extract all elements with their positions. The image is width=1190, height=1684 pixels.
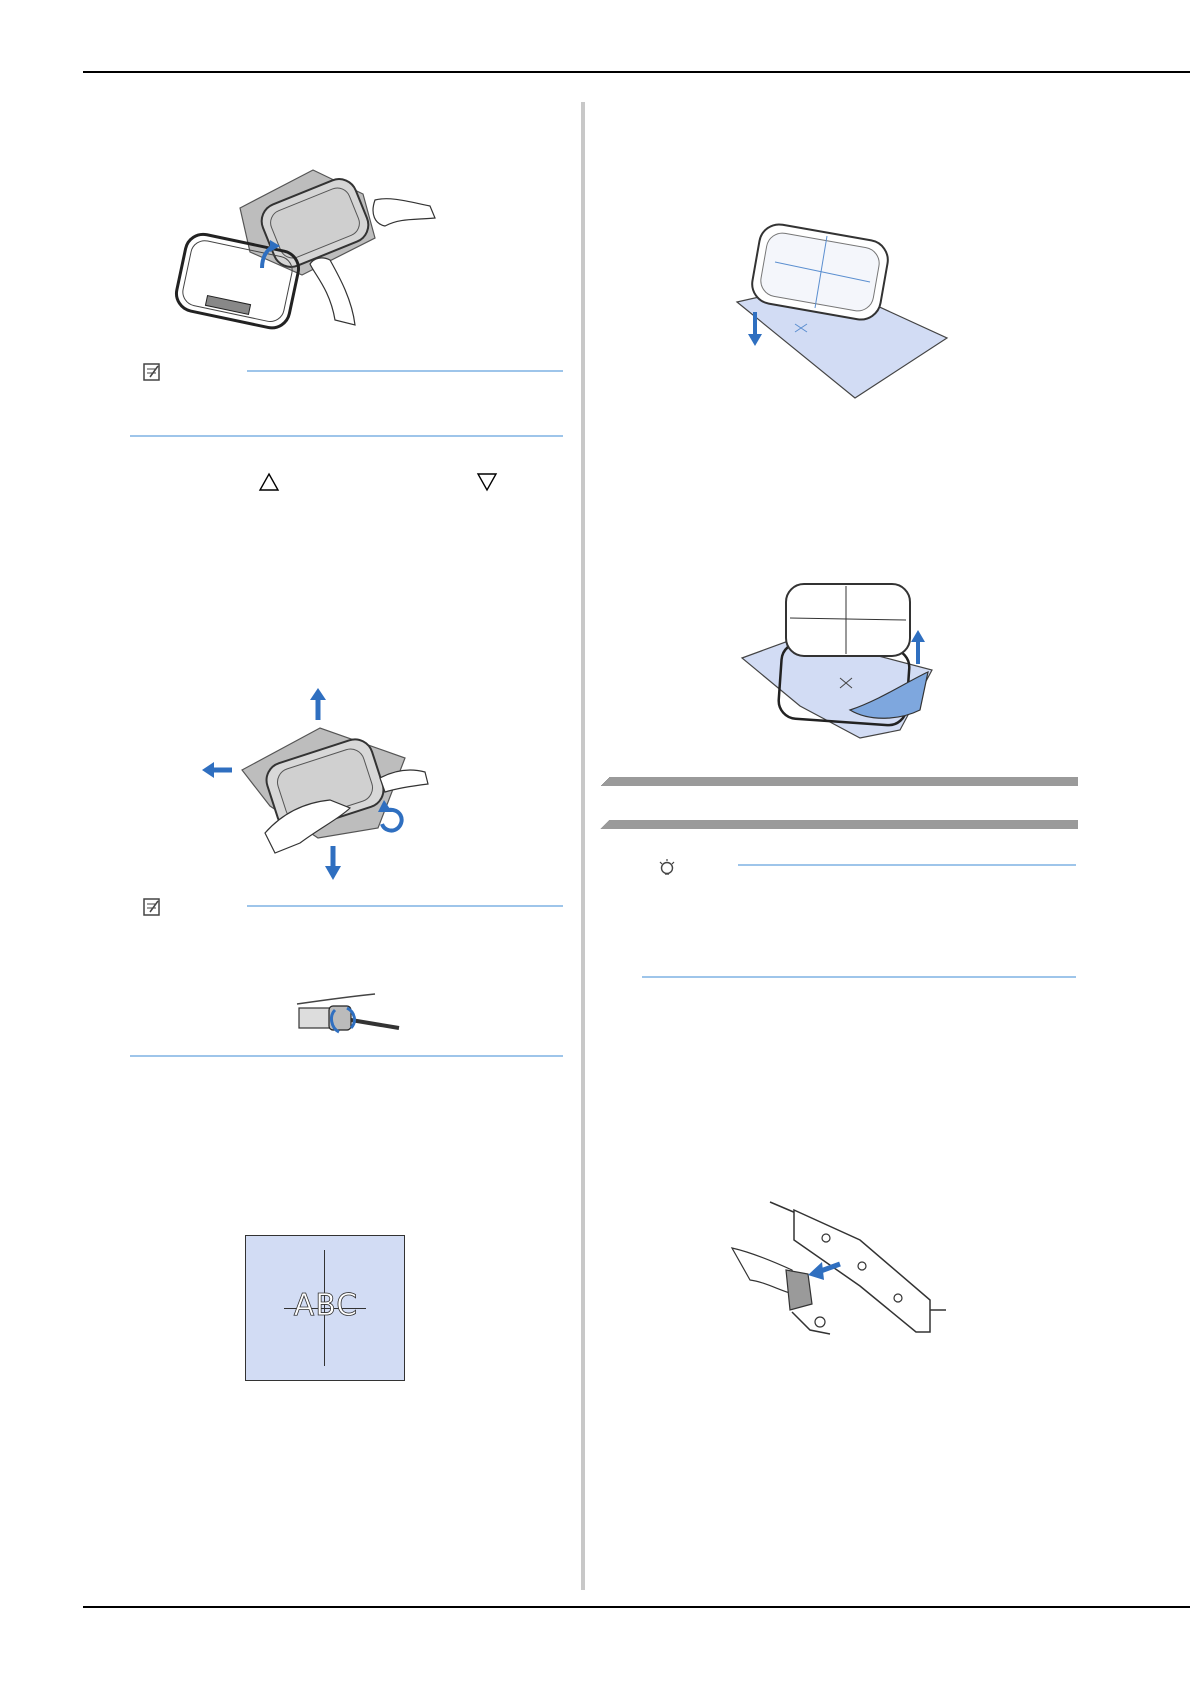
header-rule (83, 71, 1190, 73)
note-rule-bottom (130, 1055, 563, 1057)
tip-rule-bottom (642, 976, 1076, 978)
figure-screw-driver (295, 990, 405, 1040)
figure-embroidery-sheet-placement (735, 220, 950, 400)
memo-icon (142, 362, 162, 382)
section-heading-bar-bottom (598, 820, 1078, 829)
note-rule-bottom (130, 435, 563, 437)
memo-icon (142, 897, 162, 917)
note-rule-top (247, 905, 563, 907)
figure-remove-embroidery-sheet (740, 580, 940, 740)
note-rule-top (247, 370, 563, 372)
figure-tighten-fabric (200, 688, 450, 883)
column-divider (581, 102, 585, 1590)
footer-rule (83, 1606, 1190, 1608)
triangle-down-icon (476, 472, 498, 492)
figure-label: ABC (293, 1288, 359, 1323)
triangle-up-icon (258, 472, 280, 492)
section-heading-bar-top (598, 777, 1078, 786)
figure-fabric-inner-frame (170, 160, 470, 345)
lightbulb-icon (657, 858, 677, 880)
tip-rule-top (738, 864, 1076, 866)
figure-attach-frame-holder (730, 1200, 950, 1350)
figure-marked-fabric (245, 1235, 405, 1381)
